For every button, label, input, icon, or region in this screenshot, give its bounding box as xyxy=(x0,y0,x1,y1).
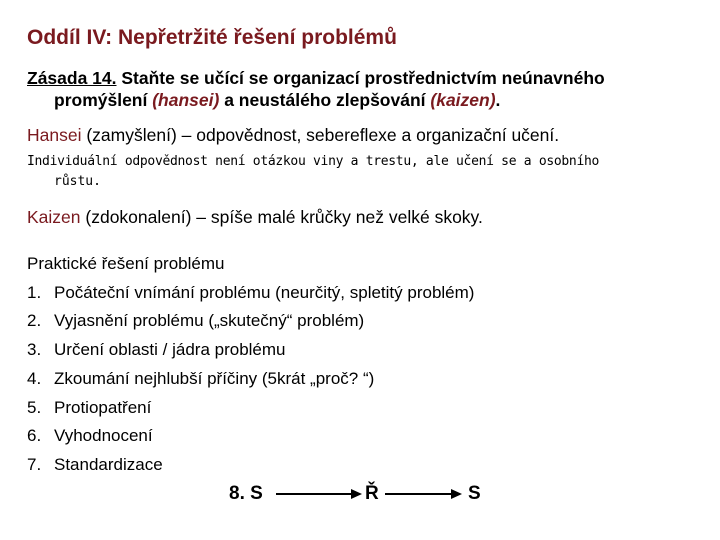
step-text: Vyhodnocení xyxy=(54,426,153,446)
list-item xyxy=(27,422,474,451)
hansei-text: (zamyšlení) – odpovědnost, sebereflexe a organizační učení. xyxy=(81,125,560,145)
flow-middle-label: Ř xyxy=(365,483,379,504)
step-text: Zkoumání nejhlubší příčiny (5krát „proč? “) xyxy=(54,368,375,388)
hansei-definition xyxy=(27,125,559,146)
principle-text-4: . xyxy=(495,90,501,110)
flow-diagram xyxy=(0,478,720,512)
kaizen-term: Kaizen xyxy=(27,207,81,227)
step-number: 6. xyxy=(27,426,42,446)
list-item xyxy=(27,279,474,308)
step-number: 4. xyxy=(27,368,42,388)
problem-solving-steps xyxy=(27,250,474,480)
principle-line-2 xyxy=(27,89,707,111)
step-text: Standardizace xyxy=(54,454,163,474)
kaizen-text: (zdokonalení) – spíše malé krůčky než velké skoky. xyxy=(80,207,483,227)
step-text: Vyjasnění problému („skutečný“ problém) xyxy=(54,311,365,331)
principle-text-2: promýšlení xyxy=(54,90,153,110)
step-number: 3. xyxy=(27,340,42,360)
steps-heading: Praktické řešení problému xyxy=(27,254,225,273)
list-item xyxy=(27,394,474,423)
principle-text-3: a neustálého zlepšování xyxy=(219,90,431,110)
list-item xyxy=(27,336,474,365)
principle-text-1: Staňte se učící se organizací prostřednictvím neúnavného xyxy=(116,68,605,88)
flow-end-label: S xyxy=(468,483,481,504)
arrow-right-icon xyxy=(385,489,462,499)
step-text: Určení oblasti / jádra problému xyxy=(54,340,286,360)
kaizen-definition xyxy=(27,207,483,228)
step-number: 1. xyxy=(27,282,42,302)
principle-line-1 xyxy=(27,67,707,89)
page-title: Oddíl IV: Nepřetržité řešení problémů xyxy=(27,26,397,49)
step-number: 2. xyxy=(27,311,42,331)
handwritten-line-2: růstu. xyxy=(54,174,101,189)
steps-list xyxy=(27,279,474,480)
step-number: 7. xyxy=(27,454,42,474)
step-number: 5. xyxy=(27,397,42,417)
step-text: Počáteční vnímání problému (neurčitý, spletitý problém) xyxy=(54,282,475,302)
flow-start-label: 8. S xyxy=(229,483,263,504)
principle-kaizen-term: (kaizen) xyxy=(430,90,496,110)
principle-hansei-term: (hansei) xyxy=(152,90,220,110)
principle-label: Zásada 14. xyxy=(27,68,117,88)
flow-arrows xyxy=(0,478,720,512)
hansei-term: Hansei xyxy=(27,125,82,145)
principle-14 xyxy=(27,67,707,111)
list-item xyxy=(27,307,474,336)
arrow-right-icon xyxy=(276,489,362,499)
step-text: Protiopatření xyxy=(54,397,152,417)
list-item xyxy=(27,365,474,394)
handwritten-line-1: Individuální odpovědnost není otázkou viny a trestu, ale učení se a osobního xyxy=(27,154,600,169)
handwritten-note xyxy=(27,152,707,192)
list-item xyxy=(27,451,474,480)
